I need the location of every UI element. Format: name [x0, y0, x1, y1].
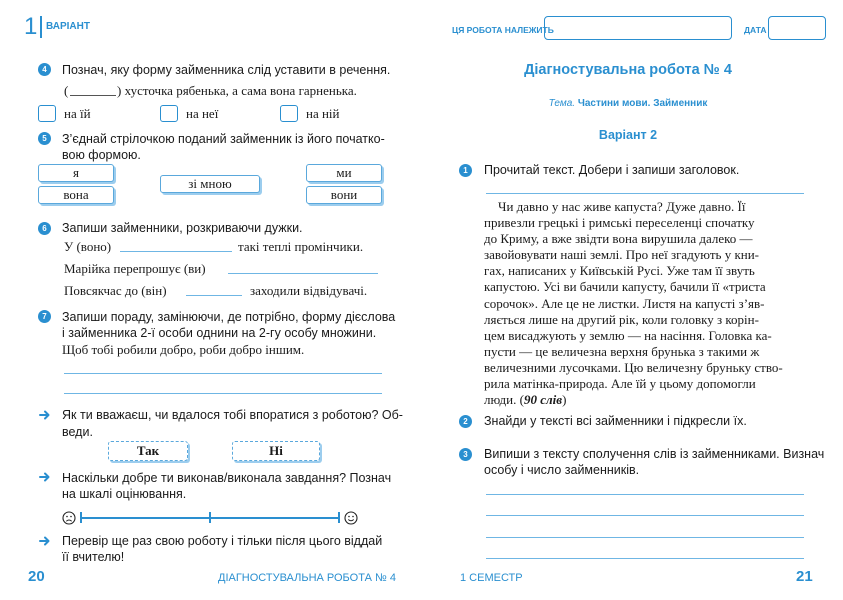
question-6-line1-end: такі теплі промінчики.	[238, 239, 364, 254]
passage-last-text: люди. (	[484, 392, 524, 408]
rating-scale-tick-middle	[209, 512, 211, 523]
option-3-label: на ній	[306, 106, 340, 121]
passage-line: завойовувати наші землі. Про неї згадують у кни-	[484, 247, 760, 263]
sad-face-icon	[62, 511, 76, 525]
rating-scale-tick-end	[338, 512, 340, 523]
rating-scale-tick-start	[80, 512, 82, 523]
reflection-1-text-line2: веди.	[62, 425, 93, 439]
arrow-right-icon	[38, 470, 52, 484]
date-label: ДАТА	[744, 25, 767, 35]
passage-line: капустою. Усі ви бачили капусту, бачили її «триста	[484, 279, 766, 295]
work-title: Діагностувальна робота № 4	[524, 62, 732, 78]
theme-label: Тема.	[548, 98, 576, 109]
word-box-ya[interactable]: я	[38, 164, 114, 182]
reflection-2-text-line2: на шкалі оцінювання.	[62, 487, 187, 501]
word-box-vony[interactable]: вони	[306, 186, 382, 204]
belongs-label: ЦЯ РОБОТА НАЛЕЖИТЬ	[452, 25, 554, 35]
passage-line: пусти — це величезна верхня брунька з такими ж	[484, 343, 760, 359]
arrow-right-icon	[38, 534, 52, 548]
question-3-answer-line-2[interactable]	[486, 515, 804, 516]
variant-title: Варіант 2	[598, 128, 658, 142]
reflection-3-text-line1: Перевір ще раз свою роботу і тільки після цього віддай	[62, 534, 383, 548]
question-3-text-line1: Випиши з тексту сполучення слів із займенниками. Визнач	[484, 447, 825, 461]
question-4-sentence: ) хусточка рябенька, а сама вона гарненька.	[117, 83, 357, 98]
passage-last-line	[484, 392, 804, 408]
question-1-text: Прочитай текст. Добери і запиши заголовок.	[484, 163, 740, 177]
no-box[interactable]: Ні	[232, 441, 320, 461]
question-3-text-line2: особу і число займенників.	[484, 463, 640, 477]
question-7-text-line1: Запиши пораду, замінюючи, де потрібно, форму дієслова	[62, 310, 396, 324]
question-3-answer-line-3[interactable]	[486, 537, 804, 538]
title-answer-line[interactable]	[486, 193, 804, 194]
question-3-answer-line-1[interactable]	[486, 494, 804, 495]
question-2-text: Знайди у тексті всі займенники і підкресли їх.	[484, 414, 747, 428]
reading-passage	[484, 199, 804, 408]
question-6-line3-start: Повсякчас до (він)	[64, 283, 167, 298]
passage-line: величезними лусочками. Цю величезну бруньку ство-	[484, 359, 783, 375]
question-1-number: 1	[459, 164, 472, 177]
question-5-text-line2: вою формою.	[62, 148, 141, 162]
question-4-blank[interactable]	[70, 95, 116, 96]
question-6-blank-1[interactable]	[120, 251, 232, 252]
reflection-1-text-line1: Як ти вважаєш, чи вдалося тобі впоратися з роботою? Об-	[62, 408, 403, 422]
passage-line: рила матінка-природа. Але їй у цьому допомогли	[484, 376, 756, 392]
passage-line: сорочок». Але це не листки. Листя на капусті з’яв-	[484, 295, 765, 311]
word-box-zi-mnoyu[interactable]: зі мною	[160, 175, 260, 193]
question-4-open-paren: (	[64, 83, 69, 98]
question-3-number: 3	[459, 448, 472, 461]
word-box-my[interactable]: ми	[306, 164, 382, 182]
question-3-answer-line-4[interactable]	[486, 558, 804, 559]
happy-face-icon	[344, 511, 358, 525]
passage-word-count: 90 слів	[523, 392, 563, 408]
theme-text: Частини мови. Займенник	[577, 98, 708, 109]
passage-line: привезли грецькі і римські переселенці спочатку	[484, 215, 755, 231]
question-7-answer-line-2[interactable]	[64, 393, 382, 394]
question-4-text: Познач, яку форму займенника слід уставити в речення.	[62, 63, 391, 77]
question-7-number: 7	[38, 310, 51, 323]
question-7-answer-line-1[interactable]	[64, 373, 382, 374]
question-2-number: 2	[459, 415, 472, 428]
question-5-number: 5	[38, 132, 51, 145]
passage-line: гах, написаних у Київській Русі. Уже там її звуть	[484, 263, 755, 279]
question-4-number: 4	[38, 63, 51, 76]
date-field[interactable]	[768, 16, 826, 40]
word-box-vona[interactable]: вона	[38, 186, 114, 204]
passage-line: ляється лише на другий рік, коли головку з корін-	[484, 311, 759, 327]
question-6-line1-start: У (воно)	[64, 239, 112, 254]
variant-divider	[40, 16, 42, 38]
option-1-label: на їй	[64, 106, 91, 121]
theme-line	[460, 98, 796, 109]
passage-line: цем висаджують у землю — на насіння. Головка ка-	[484, 327, 772, 343]
question-5-text-line1: З’єднай стрілочкою поданий займенник із його початко-	[62, 132, 385, 146]
question-7-sentence: Щоб тобі робили добро, роби добро іншим.	[62, 342, 305, 357]
option-3-checkbox[interactable]	[280, 105, 298, 122]
question-6-blank-2[interactable]	[228, 273, 378, 274]
arrow-right-icon	[38, 408, 52, 422]
option-1-checkbox[interactable]	[38, 105, 56, 122]
question-7-text-line2: і займенника 2-ї особи однини на 2-гу особу множини.	[62, 326, 377, 340]
variant-label: ВАРІАНТ	[46, 21, 90, 32]
right-page-number: 21	[796, 568, 813, 585]
passage-line: Чи давно у нас живе капуста? Дуже давно. Її	[498, 199, 746, 214]
question-6-number: 6	[38, 222, 51, 235]
question-6-blank-3[interactable]	[186, 295, 242, 296]
option-2-checkbox[interactable]	[160, 105, 178, 122]
left-page-number: 20	[28, 568, 45, 585]
question-6-line2-start: Марійка перепрошує (ви)	[64, 261, 206, 276]
reflection-2-text-line1: Наскільки добре ти виконав/виконала завдання? Познач	[62, 471, 392, 485]
passage-line: до Криму, а вже звідти вона вирушила далеко —	[484, 231, 753, 247]
yes-box[interactable]: Так	[108, 441, 188, 461]
owner-name-field[interactable]	[544, 16, 732, 40]
variant-number: 1	[24, 13, 38, 40]
passage-close-paren: )	[562, 392, 567, 408]
question-6-text: Запиши займенники, розкриваючи дужки.	[62, 221, 303, 235]
left-footer-title: ДІАГНОСТУВАЛЬНА РОБОТА № 4	[218, 572, 396, 584]
right-footer-semester: 1 СЕМЕСТР	[460, 572, 523, 584]
reflection-3-text-line2: її вчителю!	[62, 550, 125, 564]
question-6-line3-end: заходили відвідувачі.	[250, 283, 368, 298]
option-2-label: на неї	[186, 106, 219, 121]
